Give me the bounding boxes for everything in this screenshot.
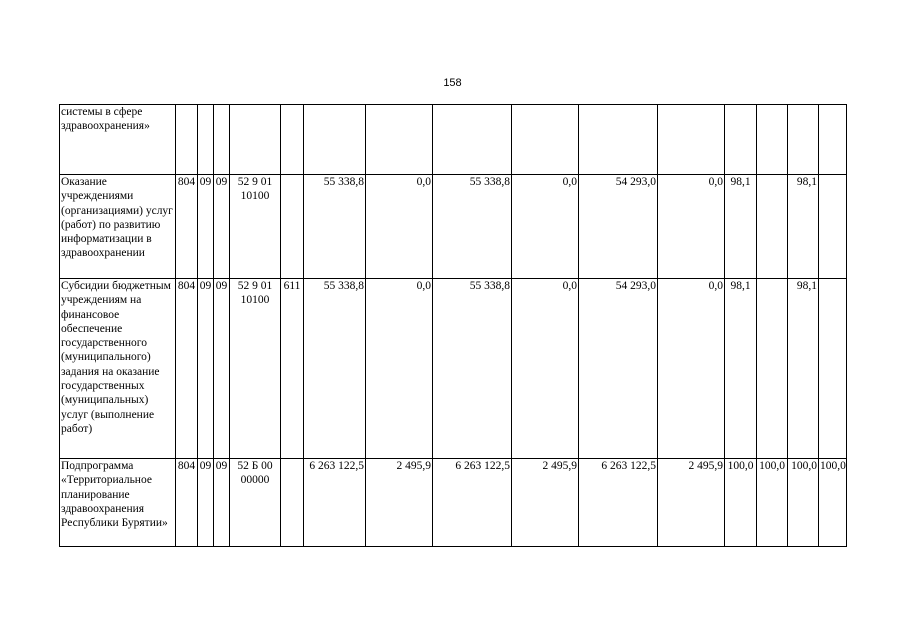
row-name: системы в сфере здравоохранения» — [60, 105, 176, 175]
subsection-code: 09 — [214, 175, 230, 279]
percent-cell — [788, 105, 819, 175]
section-code: 09 — [198, 459, 214, 547]
percent-cell: 98,1 — [725, 175, 757, 279]
target-article-code: 52 9 01 10100 — [230, 279, 281, 459]
value-cell: 2 495,9 — [366, 459, 433, 547]
row-name: Субсидии бюджетным учреждениям на финансовое обеспечение государственного (муниципального) задания на оказание государственных (муниципальных) услуг (выполнение работ) — [60, 279, 176, 459]
value-cell: 55 338,8 — [433, 175, 512, 279]
ved-code: 804 — [176, 279, 198, 459]
value-cell: 0,0 — [512, 279, 579, 459]
value-cell — [579, 105, 658, 175]
expense-type-code — [281, 459, 304, 547]
percent-cell: 100,0 — [757, 459, 788, 547]
percent-cell: 98,1 — [725, 279, 757, 459]
percent-cell — [757, 175, 788, 279]
target-article-code — [230, 105, 281, 175]
value-cell — [433, 105, 512, 175]
value-cell: 0,0 — [366, 279, 433, 459]
percent-cell — [819, 175, 847, 279]
ved-code — [176, 105, 198, 175]
value-cell: 54 293,0 — [579, 279, 658, 459]
value-cell: 0,0 — [366, 175, 433, 279]
percent-cell: 98,1 — [788, 175, 819, 279]
value-cell: 2 495,9 — [658, 459, 725, 547]
percent-cell — [757, 105, 788, 175]
percent-cell — [819, 105, 847, 175]
budget-table — [59, 104, 847, 547]
section-code: 09 — [198, 279, 214, 459]
value-cell — [512, 105, 579, 175]
expense-type-code — [281, 105, 304, 175]
page-number: 158 — [443, 77, 462, 89]
section-code: 09 — [198, 175, 214, 279]
value-cell: 6 263 122,5 — [433, 459, 512, 547]
value-cell — [366, 105, 433, 175]
row-name: Оказание учреждениями (организациями) услуг (работ) по развитию информатизации в здравоохранении — [60, 175, 176, 279]
percent-cell: 100,0 — [788, 459, 819, 547]
value-cell: 54 293,0 — [579, 175, 658, 279]
value-cell: 55 338,8 — [304, 175, 366, 279]
ved-code: 804 — [176, 459, 198, 547]
row-name: Подпрограмма «Территориальное планирование здравоохранения Республики Бурятии» — [60, 459, 176, 547]
table-row — [60, 459, 847, 547]
subsection-code: 09 — [214, 279, 230, 459]
value-cell: 6 263 122,5 — [579, 459, 658, 547]
value-cell — [658, 105, 725, 175]
expense-type-code: 611 — [281, 279, 304, 459]
ved-code: 804 — [176, 175, 198, 279]
percent-cell — [819, 279, 847, 459]
target-article-code: 52 Б 00 00000 — [230, 459, 281, 547]
percent-cell: 98,1 — [788, 279, 819, 459]
section-code — [198, 105, 214, 175]
target-article-code: 52 9 01 10100 — [230, 175, 281, 279]
value-cell: 55 338,8 — [304, 279, 366, 459]
value-cell: 0,0 — [658, 175, 725, 279]
table-row — [60, 105, 847, 175]
percent-cell — [725, 105, 757, 175]
subsection-code: 09 — [214, 459, 230, 547]
value-cell: 6 263 122,5 — [304, 459, 366, 547]
expense-type-code — [281, 175, 304, 279]
table-row — [60, 175, 847, 279]
value-cell: 55 338,8 — [433, 279, 512, 459]
percent-cell: 100,0 — [725, 459, 757, 547]
value-cell — [304, 105, 366, 175]
value-cell: 2 495,9 — [512, 459, 579, 547]
value-cell: 0,0 — [512, 175, 579, 279]
table-row — [60, 279, 847, 459]
value-cell: 0,0 — [658, 279, 725, 459]
percent-cell: 100,0 — [819, 459, 847, 547]
subsection-code — [214, 105, 230, 175]
percent-cell — [757, 279, 788, 459]
